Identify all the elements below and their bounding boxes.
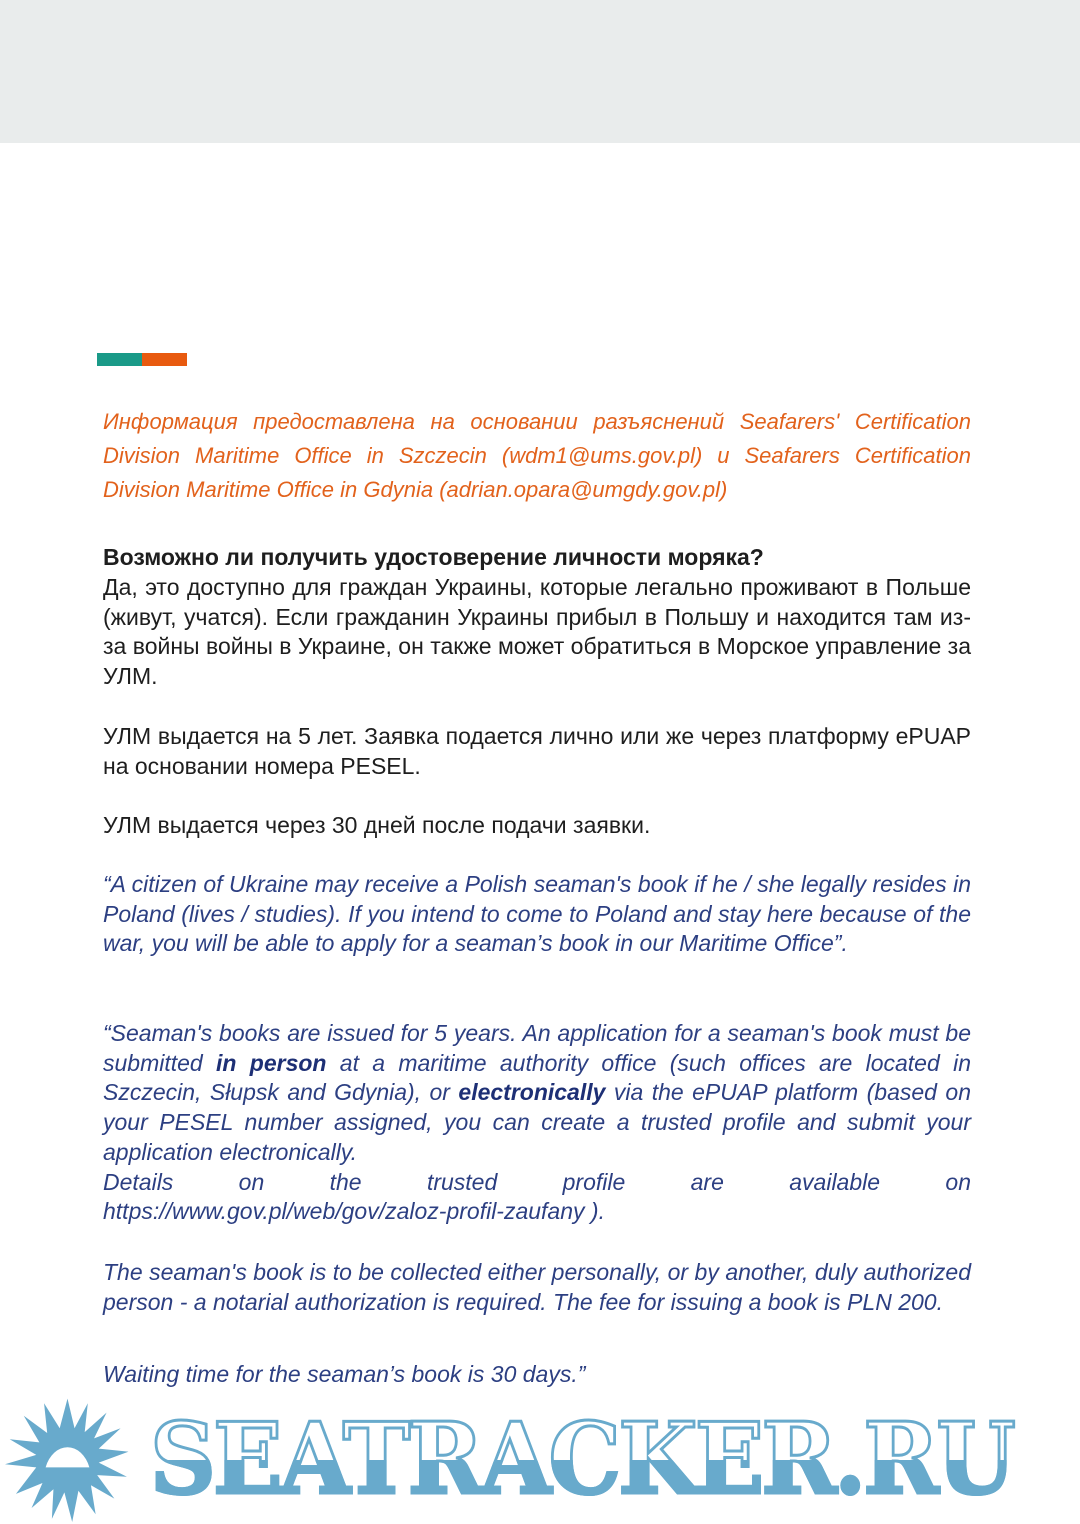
sun-logo-icon — [0, 1397, 135, 1522]
text: “Seaman's books are issued for 5 years. An application for a seaman's book must be submitted — [103, 1020, 971, 1076]
text: at a maritime authority office (such offices are located in Szczecin, Słupsk and Gdynia), or — [103, 1049, 971, 1106]
source-note: Информация предоставлена на основании разъяснений Seafarers' Certification Division Maritime Office in Szczecin (wdm1@ums.gov.pl) и Seafarers Certification Division Maritime Office in Gdynia (adrian.opara@umgdy.gov.pl) — [103, 409, 971, 502]
accent-bar-orange — [142, 353, 187, 366]
en-paragraph-3: The seaman's book is to be collected either personally, or by another, duly authorized person - a notarial authorization is required. The fee for issuing a book is PLN 200. — [103, 1259, 971, 1315]
ru-paragraph-3: УЛМ выдается через 30 дней после подачи заявки. — [103, 812, 651, 838]
en-paragraph-1: “A citizen of Ukraine may receive a Polish seaman's book if he / she legally resides in Poland (lives / studies). If you intend to come to Poland and stay here because of the war, you will be able to apply for a seaman’s book in our Maritime Office”. — [103, 871, 971, 957]
section-heading: Возможно ли получить удостоверение личности моряка? — [103, 544, 764, 570]
header-band — [0, 0, 1080, 143]
accent-bar-teal — [97, 353, 142, 366]
ru-paragraph-1: Да, это доступно для граждан Украины, которые легально проживают в Польше (живут, учатся). Если гражданин Украины прибыл в Польшу и находится там из-за войны войны в Украине, он также может обратиться в Морское управление за УЛМ. — [103, 574, 971, 690]
en-paragraph-4: Waiting time for the seaman’s book is 30 days.” — [103, 1361, 586, 1387]
emphasis-electronically: electronically — [458, 1079, 606, 1106]
text: via the ePUAP platform (based on your PESEL number assigned, you can create a trusted profile and submit your application electronically. — [103, 1079, 971, 1165]
emphasis-in-person: in person — [216, 1049, 327, 1076]
en-paragraph-2 — [103, 1019, 971, 1227]
watermark-text: SEATRACKER.RU — [150, 1402, 1013, 1517]
ru-paragraph-2: УЛМ выдается на 5 лет. Заявка подается лично или же через платформу ePUAP на основании номера PESEL. — [103, 723, 971, 779]
profile-link[interactable]: https://www.gov.pl/web/gov/zaloz-profil-zaufany ). — [103, 1198, 605, 1225]
details-line: Details on the trusted profile are available on — [103, 1168, 971, 1195]
